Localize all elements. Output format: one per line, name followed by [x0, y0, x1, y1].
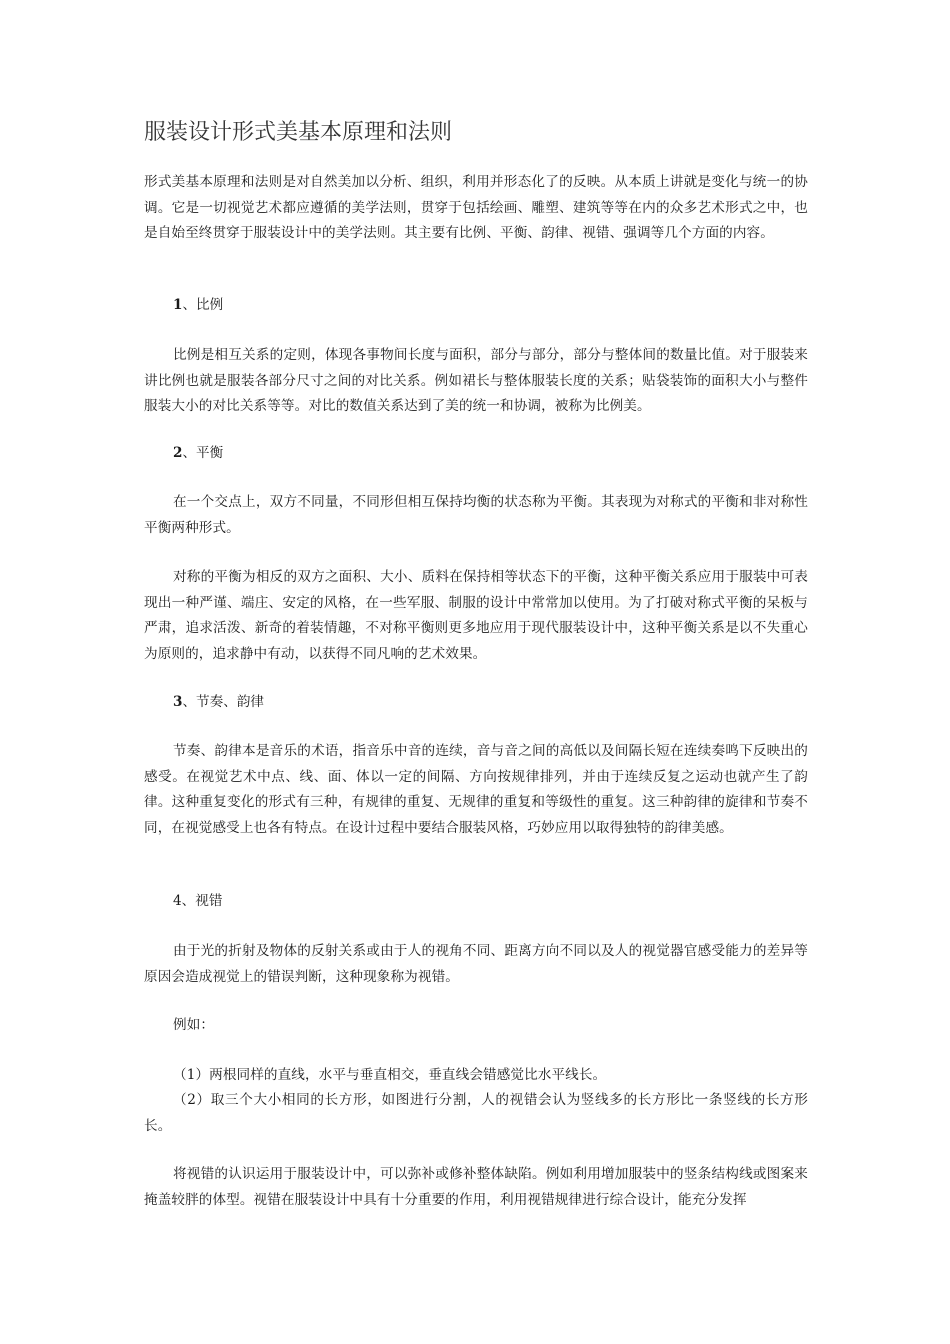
- section-number: 4: [173, 893, 182, 909]
- paragraph-illusion-definition: 由于光的折射及物体的反射关系或由于人的视角不同、距离方向不同以及人的视觉器官感受能力的差异等原因会造成视觉上的错误判断，这种现象称为视错。: [144, 943, 808, 985]
- section-heading-illusion: [173, 889, 222, 914]
- paragraph-proportion: 比例是相互关系的定则，体现各事物间长度与面积，部分与部分，部分与整体间的数量比值。对于服装来讲比例也就是服装各部分尺寸之间的对比关系。例如裙长与整体服装长度的关系；贴袋装饰的面积大小与整件服装大小的对比关系等等。对比的数值关系达到了美的统一和协调，被称为比例美。: [144, 347, 808, 414]
- section-name: 、节奏、韵律: [182, 694, 265, 710]
- section-number: 3: [173, 694, 183, 710]
- section-number: 1: [173, 297, 183, 313]
- section-name: 、比例: [182, 297, 224, 313]
- paragraph-balance-definition: 在一个交点上，双方不同量，不同形但相互保持均衡的状态称为平衡。其表现为对称式的平衡和非对称性平衡两种形式。: [144, 494, 808, 536]
- paragraph-balance-symmetric: 对称的平衡为相反的双方之面积、大小、质料在保持相等状态下的平衡，这种平衡关系应用于服装中可表现出一种严谨、端庄、安定的风格，在一些军服、制服的设计中常常加以使用。为了打破对称式平衡的呆板与严肃，追求活泼、新奇的着装情趣，不对称平衡则更多地应用于现代服装设计中，这种平衡关系是以不失重心为原则的，追求静中有动，以获得不同凡响的艺术效果。: [144, 569, 808, 662]
- section-number: 2: [173, 445, 183, 461]
- section-heading-rhythm: [173, 690, 264, 715]
- document-title: 服装设计形式美基本原理和法则: [144, 120, 453, 145]
- section-name: 、平衡: [182, 445, 224, 461]
- paragraph-example-1: （1）两根同样的直线，水平与垂直相交，垂直线会错感觉比水平线长。: [173, 1067, 607, 1083]
- section-name: 、视错: [181, 893, 223, 909]
- intro-paragraph: 形式美基本原理和法则是对自然美加以分析、组织，利用并形态化了的反映。从本质上讲就是变化与统一的协调。它是一切视觉艺术都应遵循的美学法则，贯穿于包括绘画、雕塑、建筑等等在内的众多艺术形式之中，也是自始至终贯穿于服装设计中的美学法则。其主要有比例、平衡、韵律、视错、强调等几个方面的内容。: [144, 174, 808, 241]
- paragraph-rhythm: 节奏、韵律本是音乐的术语，指音乐中音的连续，音与音之间的高低以及间隔长短在连续奏鸣下反映出的感受。在视觉艺术中点、线、面、体以一定的间隔、方向按规律排列，并由于连续反复之运动也就产生了韵律。这种重复变化的形式有三种，有规律的重复、无规律的重复和等级性的重复。这三种韵律的旋律和节奏不同，在视觉感受上也各有特点。在设计过程中要结合服装风格，巧妙应用以取得独特的韵律美感。: [144, 743, 808, 836]
- paragraph-example-label: 例如：: [173, 1017, 215, 1033]
- paragraph-illusion-application: 将视错的认识运用于服装设计中，可以弥补或修补整体缺陷。例如利用增加服装中的竖条结构线或图案来掩盖较胖的体型。视错在服装设计中具有十分重要的作用，利用视错规律进行综合设计，能充分发挥: [144, 1166, 808, 1208]
- paragraph-example-2: （2）取三个大小相同的长方形，如图进行分割，人的视错会认为竖线多的长方形比一条竖线的长方形长。: [144, 1092, 808, 1134]
- section-heading-proportion: [173, 293, 223, 318]
- section-heading-balance: [173, 441, 223, 466]
